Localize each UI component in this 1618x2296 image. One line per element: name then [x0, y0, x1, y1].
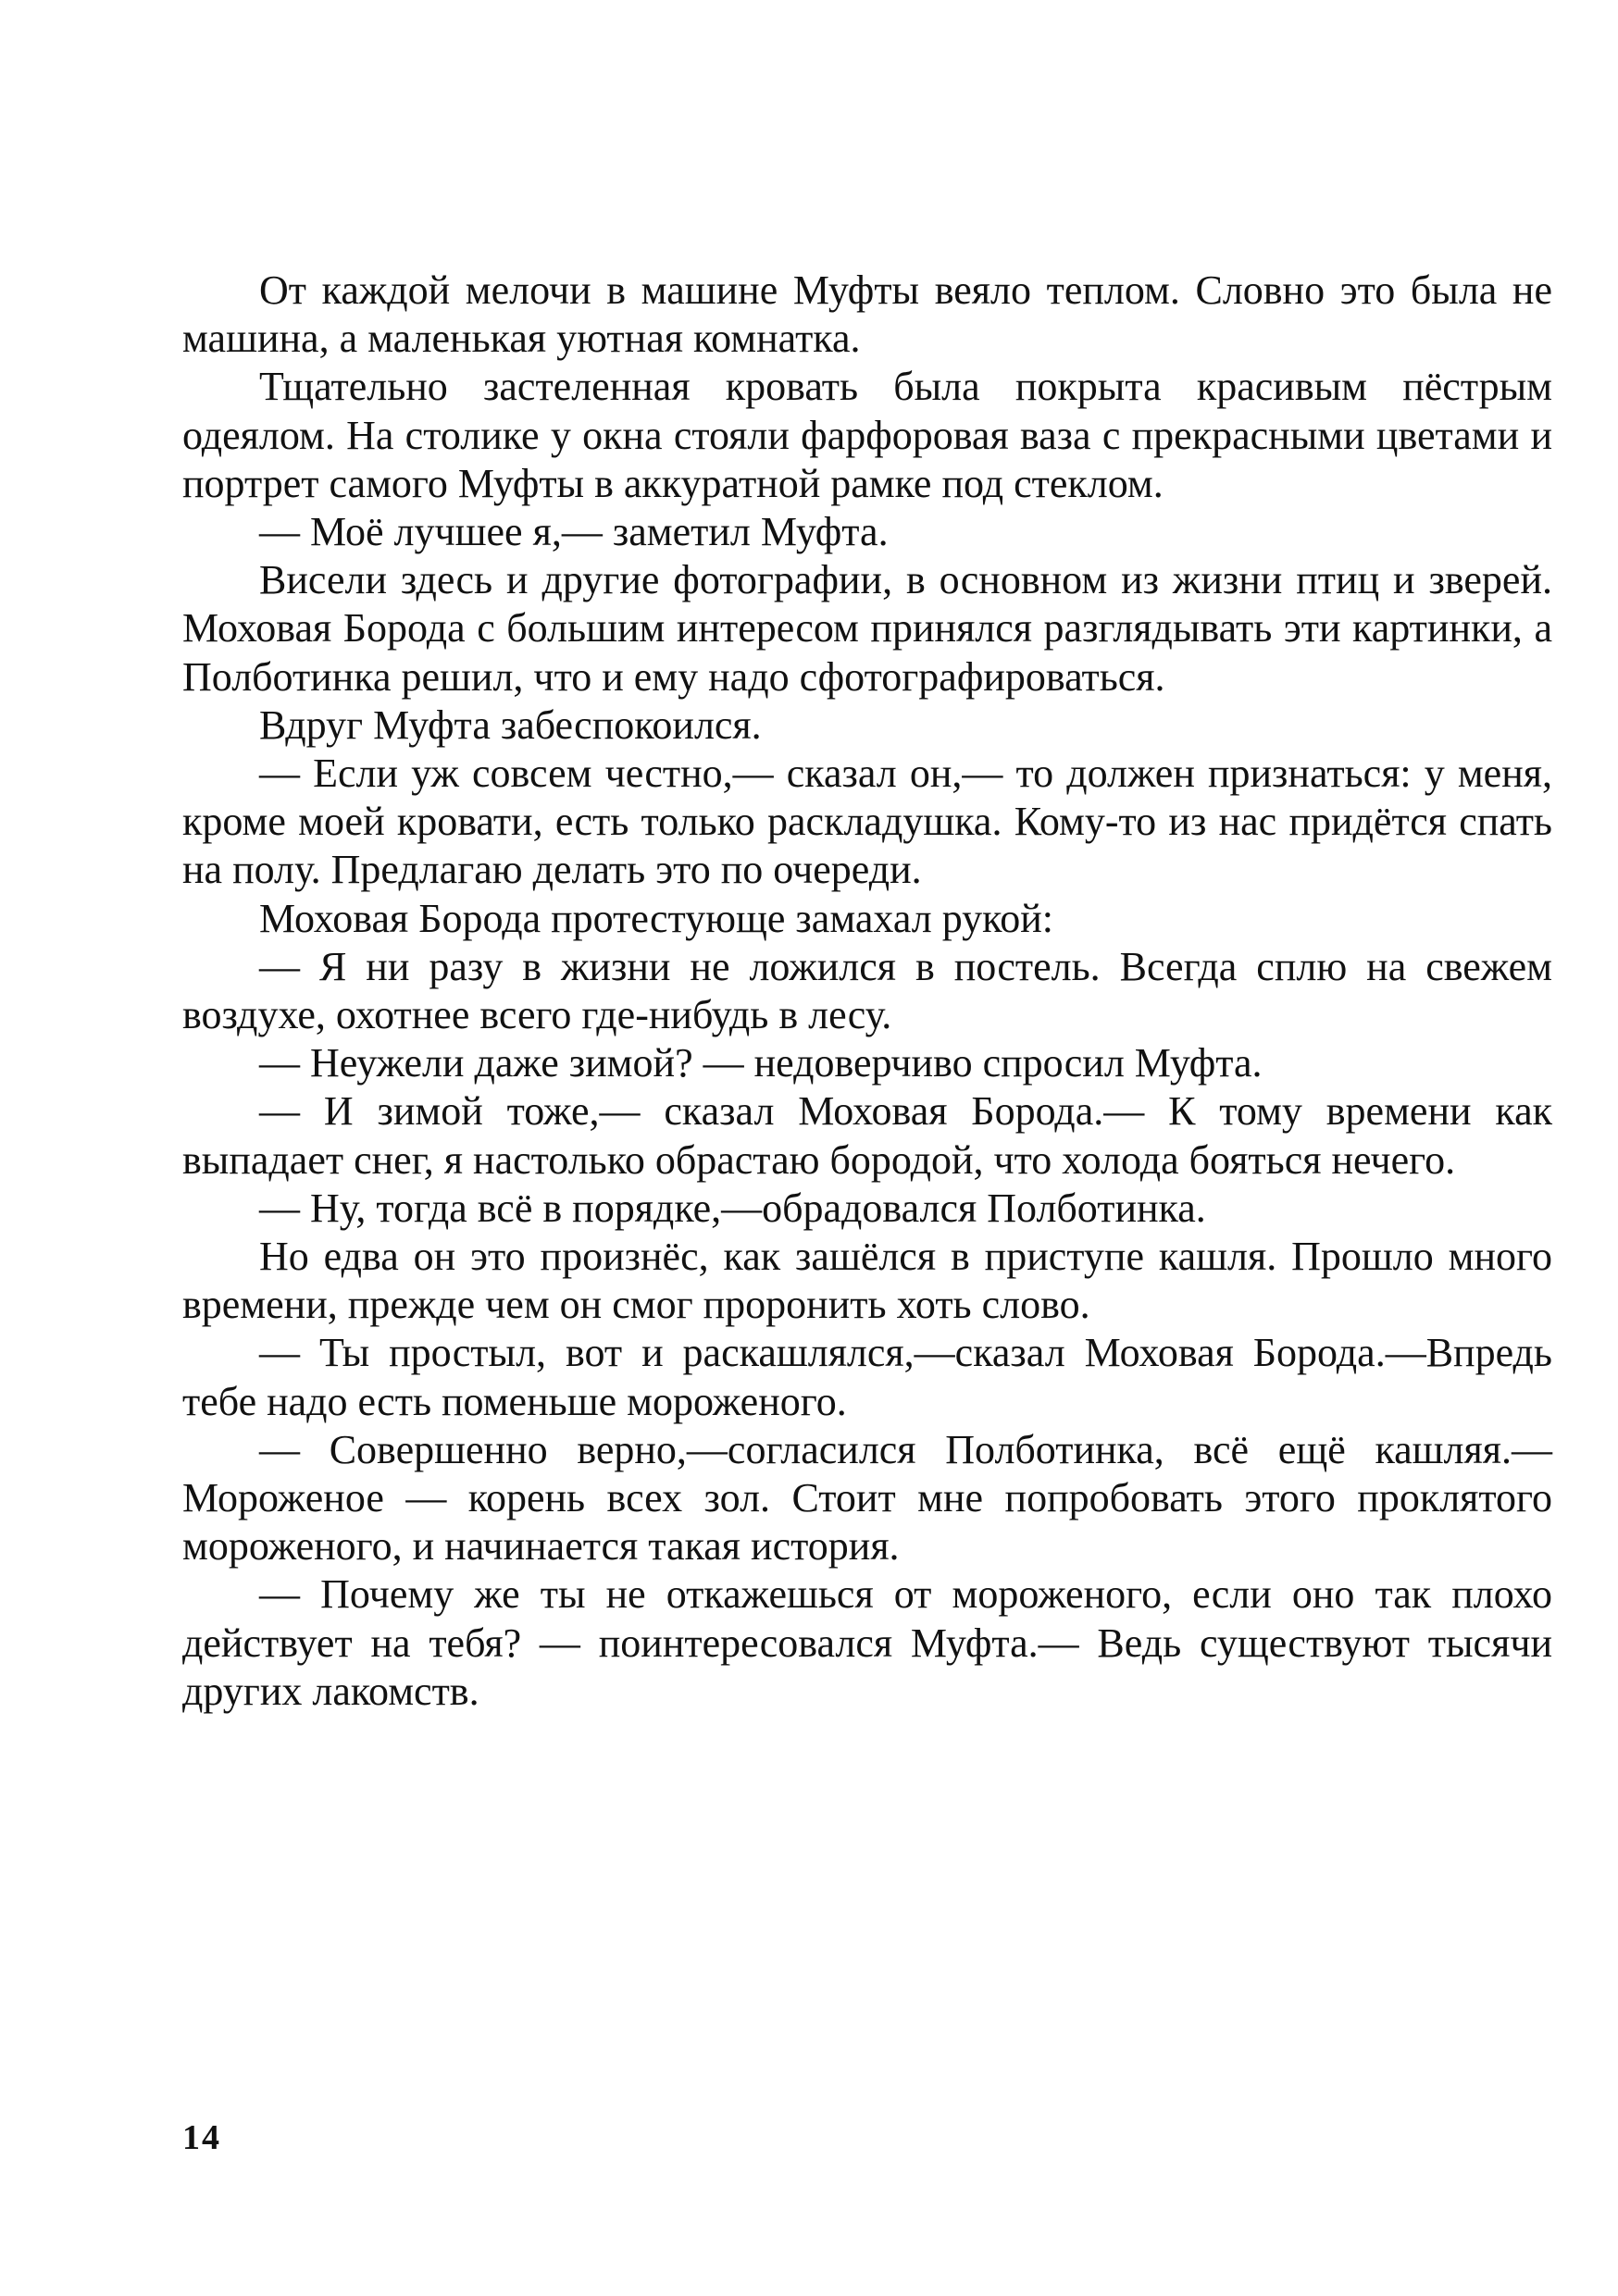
paragraph-5: Вдруг Муфта забеспокоился. [259, 701, 762, 748]
paragraph-10: — И зимой тоже,— сказал Моховая Борода.— К тому времени как выпадает снег, я настолько обрастаю бородой, что холода бояться нечего. [182, 1088, 1552, 1183]
page-number: 14 [182, 2118, 221, 2157]
paragraph-8: — Я ни разу в жизни не ложился в постель. Всегда сплю на свежем воздухе, охотнее всего где-нибудь в лесу. [182, 943, 1552, 1038]
paragraph-1: От каждой мелочи в машине Муфты веяло теплом. Словно это была не машина, а маленькая уютная комнатка. [182, 267, 1552, 362]
paragraph-4: Висели здесь и другие фотографии, в основном из жизни птиц и зверей. Моховая Борода с большим интересом принялся разглядывать эти картинки, а Полботинка решил, что и ему надо сфотографироваться. [182, 557, 1552, 700]
paragraph-7: Моховая Борода протестующе замахал рукой: [259, 895, 1054, 941]
paragraph-12: Но едва он это произнёс, как зашёлся в приступе кашля. Прошло много времени, прежде чем он смог проронить хоть слово. [182, 1234, 1552, 1328]
page-text [182, 267, 1552, 1716]
paragraph-2: Тщательно застеленная кровать была покрыта красивым пёстрым одеялом. На столике у окна стояли фарфоровая ваза с прекрасными цветами и портрет самого Муфты в аккуратной рамке под стеклом. [182, 364, 1552, 506]
paragraph-6: — Если уж совсем честно,— сказал он,— то должен признаться: у меня, кроме моей кровати, есть только раскладушка. Кому-то из нас придётся спать на полу. Предлагаю делать это по очереди. [182, 751, 1552, 893]
paragraph-11: — Ну, тогда всё в порядке,—обрадовался Полботинка. [259, 1185, 1206, 1231]
paragraph-3: — Моё лучшее я,— заметил Муфта. [259, 509, 889, 555]
paragraph-14: — Совершенно верно,—согласился Полботинка, всё ещё кашляя.—Мороженое — корень всех зол. Стоит мне попробовать этого проклятого мороженого, и начинается такая история. [182, 1426, 1552, 1570]
paragraph-9: — Неужели даже зимой? — недоверчиво спросил Муфта. [259, 1040, 1263, 1086]
paragraph-15: — Почему же ты не откажешься от мороженого, если оно так плохо действует на тебя? — поинтересовался Муфта.— Ведь существуют тысячи других лакомств. [182, 1571, 1552, 1714]
paragraph-13: — Ты простыл, вот и раскашлялся,—сказал Моховая Борода.—Впредь тебе надо есть поменьше мороженого. [182, 1330, 1552, 1424]
